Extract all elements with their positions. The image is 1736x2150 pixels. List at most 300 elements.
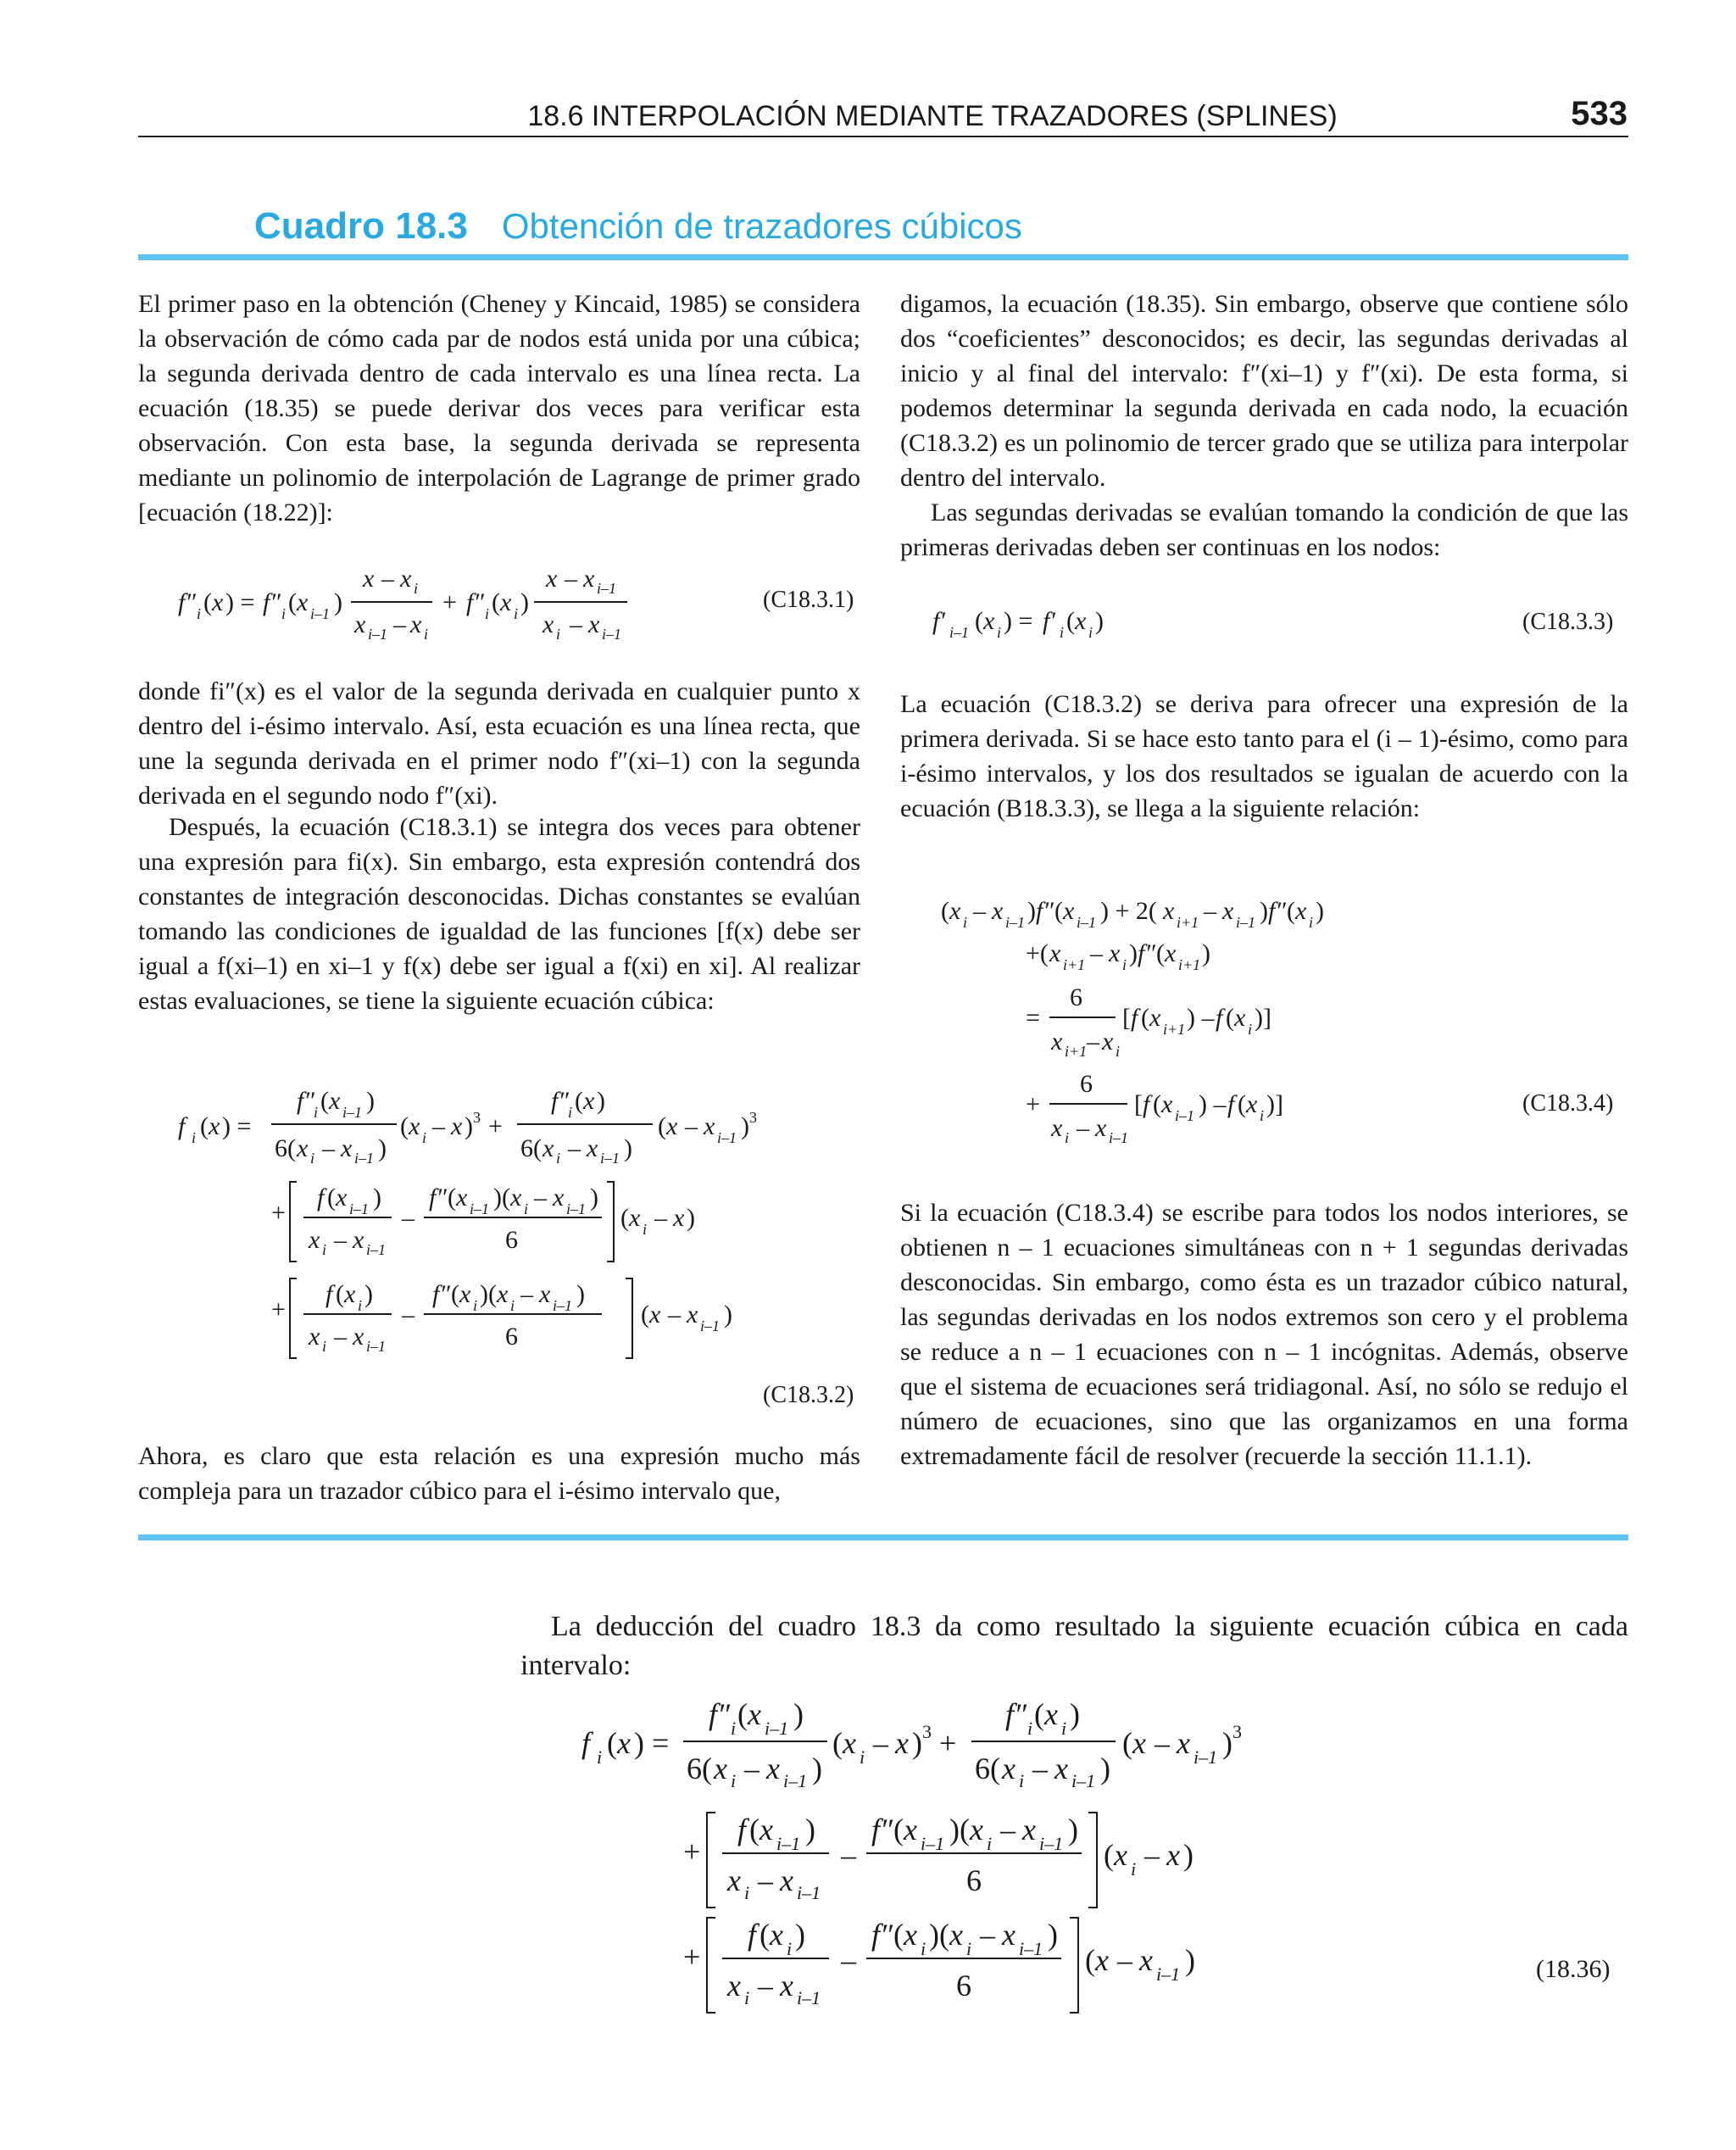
right-paragraph-3: La ecuación (C18.3.2) se deriva para ofrecer una expresión de la primera derivada. Si se hace esto tanto para el (i – 1)-ésimo, como para i-ésimo intervalos, y los dos resultados se igualan de acuerdo con la ecuación (B18.3.3), se llega a la siguiente relación: xyxy=(900,690,1628,822)
svg-text:i: i xyxy=(987,1833,993,1854)
svg-text:(: ( xyxy=(760,1918,770,1952)
svg-text:–: – xyxy=(322,1134,335,1162)
equation-number-18-36: (18.36) xyxy=(1536,1955,1611,1983)
svg-text:): ) xyxy=(465,1112,473,1140)
svg-text:i: i xyxy=(322,1241,327,1258)
svg-text:(: ( xyxy=(400,1112,409,1140)
svg-text:x: x xyxy=(1139,1943,1153,1977)
svg-text:–: – xyxy=(758,1969,773,2002)
svg-text:–: – xyxy=(873,1726,888,1760)
svg-text:i–1: i–1 xyxy=(342,1104,363,1121)
svg-text:+: + xyxy=(271,1295,286,1323)
svg-text:–: – xyxy=(1000,1813,1015,1846)
svg-text:i: i xyxy=(1027,1718,1033,1739)
svg-text:i: i xyxy=(1060,624,1065,641)
svg-text:)]: )] xyxy=(1266,1090,1283,1118)
svg-text:x: x xyxy=(353,1323,364,1351)
svg-text:(: ( xyxy=(327,1184,336,1211)
svg-text:i–1: i–1 xyxy=(349,1200,370,1217)
svg-text:–: – xyxy=(1032,1752,1048,1785)
svg-text:f″: f″ xyxy=(871,1813,893,1846)
svg-text:i–1: i–1 xyxy=(1077,914,1097,931)
svg-text:): ) xyxy=(724,1301,732,1328)
equation-18-36 xyxy=(581,1696,1285,2018)
svg-text:x: x xyxy=(297,588,309,616)
svg-text:i: i xyxy=(473,1297,478,1314)
left-paragraph-3: Después, la ecuación (C18.3.1) se integra dos veces para obtener una expresión para fi(x). Sin embargo, esta expresión contendrá dos constantes de integración desconocidas. Dichas constantes se evalúan tomando las condiciones de igualdad de las funciones [f(x) debe ser igual a f(xi–1) en xi–1 y f(x) debe ser igual a f(xi) en xi]. Al realizar estas evaluaciones, se tiene la siguiente ecuación cúbica: xyxy=(138,813,860,1015)
svg-text:i: i xyxy=(514,605,519,622)
svg-text:)(: )( xyxy=(493,1184,510,1211)
svg-text:f″: f″ xyxy=(871,1918,893,1952)
svg-text:) + 2(: ) + 2( xyxy=(1100,897,1157,925)
header-rule xyxy=(138,136,1628,137)
svg-text:i: i xyxy=(510,1297,515,1314)
left-paragraph-2: donde fi″(x) es el valor de la segunda derivada en cualquier punto x dentro del i-ésimo intervalo. Así, esta ecuación es una línea recta, que une la segunda derivada en el primer nodo f″(xi–1) con la segunda derivada en el segundo nodo f″(xi). xyxy=(138,677,860,810)
svg-text:6: 6 xyxy=(505,1226,518,1254)
svg-text:x: x xyxy=(1051,1114,1063,1142)
svg-text:i–1: i–1 xyxy=(717,1129,737,1146)
svg-text:): ) xyxy=(1068,1813,1078,1846)
svg-text:x: x xyxy=(297,1134,309,1162)
svg-text:): ) xyxy=(1183,1838,1194,1872)
svg-text:f″: f″ xyxy=(466,588,484,616)
right-paragraph-1: digamos, la ecuación (18.35). Sin embargo, observe que contiene sólo dos “coeficientes” desconocidos; es decir, las segundas derivadas al inicio y al final del intervalo: f″(xi–1) y f″(xi). De esta forma, si podemos determinar la segunda derivada en cada nodo, la ecuación (C18.3.2) es un polinomio de tercer grado que se utiliza para interpolar dentro del intervalo. xyxy=(900,290,1628,492)
svg-text:) =: ) = xyxy=(222,1112,252,1140)
svg-text:+: + xyxy=(488,1112,503,1140)
svg-text:x: x xyxy=(1295,897,1307,925)
svg-text:+: + xyxy=(442,588,457,616)
svg-text:(: ( xyxy=(641,1301,649,1328)
svg-text:) –: ) – xyxy=(1199,1090,1227,1118)
svg-text:(: ( xyxy=(1141,1004,1149,1032)
svg-text:): ) xyxy=(812,1752,822,1785)
svg-text:x: x xyxy=(459,1280,471,1308)
svg-text:x: x xyxy=(1234,1004,1246,1032)
svg-text:i–1: i–1 xyxy=(368,626,388,643)
svg-text:x: x xyxy=(780,1863,793,1897)
after-box-paragraph: La deducción del cuadro 18.3 da como resultado la siguiente ecuación cúbica en cada intervalo: xyxy=(520,1611,1628,1681)
svg-text:x: x xyxy=(1109,939,1121,967)
svg-text:x: x xyxy=(666,1112,678,1140)
svg-text:–: – xyxy=(534,1184,547,1211)
svg-text:(: ( xyxy=(1034,1697,1044,1731)
svg-text:x: x xyxy=(904,1813,917,1846)
svg-text:–: – xyxy=(841,1943,856,1977)
svg-text:): ) xyxy=(687,1204,695,1232)
svg-text:f″: f″ xyxy=(432,1280,450,1308)
svg-text:6(: 6( xyxy=(275,1134,296,1162)
svg-text:–: – xyxy=(1090,939,1103,967)
box-label: Cuadro 18.3 xyxy=(254,205,468,247)
svg-text:x: x xyxy=(309,1323,320,1351)
svg-text:[: [ xyxy=(1122,1004,1131,1032)
svg-text:i–1: i–1 xyxy=(949,624,970,641)
svg-text:(: ( xyxy=(200,1112,209,1140)
svg-text:x: x xyxy=(553,1184,565,1211)
svg-text:6: 6 xyxy=(1080,1070,1093,1098)
svg-text:i: i xyxy=(358,1297,363,1314)
svg-text:i: i xyxy=(192,1129,197,1146)
svg-text:): ) xyxy=(1129,939,1138,967)
svg-text:x: x xyxy=(949,1918,963,1952)
svg-text:x: x xyxy=(1095,1943,1109,1977)
box-bottom-rule xyxy=(138,1535,1628,1540)
svg-text:)(: )( xyxy=(949,1813,970,1846)
svg-text:f″: f″ xyxy=(1005,1697,1027,1731)
svg-text:(: ( xyxy=(1054,897,1063,925)
svg-text:(: ( xyxy=(575,1087,583,1115)
svg-text:f″: f″ xyxy=(709,1697,730,1731)
svg-text:6(: 6( xyxy=(520,1134,542,1162)
svg-text:(: ( xyxy=(288,588,297,616)
svg-text:(: ( xyxy=(1153,1090,1161,1118)
svg-text:–: – xyxy=(334,1226,347,1254)
svg-text:f: f xyxy=(737,1813,747,1846)
svg-text:+: + xyxy=(683,1835,701,1869)
svg-text:): ) xyxy=(373,1184,381,1211)
svg-text:x: x xyxy=(1095,1114,1107,1142)
svg-text:f: f xyxy=(1227,1090,1235,1118)
svg-text:x: x xyxy=(542,610,554,638)
svg-text:(: ( xyxy=(975,607,983,635)
svg-text:): ) xyxy=(1185,1943,1195,1977)
svg-text:x: x xyxy=(1051,1028,1063,1056)
svg-text:x: x xyxy=(1132,1726,1146,1760)
svg-text:) –: ) – xyxy=(1187,1004,1215,1032)
svg-text:x: x xyxy=(209,1112,220,1140)
svg-text:+: + xyxy=(683,1940,701,1974)
svg-text:)(: )( xyxy=(480,1280,497,1308)
svg-text:i: i xyxy=(310,1150,315,1167)
page-number: 533 xyxy=(1571,95,1628,132)
svg-text:x: x xyxy=(1002,1918,1015,1952)
svg-text:)]: )] xyxy=(1255,1004,1271,1032)
svg-text:): ) xyxy=(334,588,342,616)
svg-text:i: i xyxy=(281,605,287,622)
svg-text:x: x xyxy=(1166,1838,1180,1872)
equation-c18-3-1 xyxy=(178,565,653,644)
svg-text:f: f xyxy=(1216,1004,1223,1032)
svg-text:i–1: i–1 xyxy=(1194,1746,1218,1768)
svg-text:–: – xyxy=(520,1280,533,1308)
svg-text:x: x xyxy=(949,897,961,925)
svg-text:i: i xyxy=(597,1746,603,1768)
box-top-rule xyxy=(138,254,1628,260)
svg-text:i–1: i–1 xyxy=(310,605,331,622)
svg-text:x: x xyxy=(748,1697,761,1731)
svg-text:i: i xyxy=(197,605,202,622)
svg-text:): ) xyxy=(1100,1752,1110,1785)
svg-text:i–1: i–1 xyxy=(797,1882,821,1903)
svg-text:) =: ) = xyxy=(225,588,255,616)
svg-text:i+1: i+1 xyxy=(1178,956,1201,973)
svg-text:x: x xyxy=(354,610,366,638)
svg-text:x: x xyxy=(617,1726,631,1760)
svg-text:): ) xyxy=(1316,897,1324,925)
equation-number-c18-3-2: (C18.3.2) xyxy=(763,1382,854,1408)
svg-text:x: x xyxy=(341,1134,353,1162)
svg-text:x: x xyxy=(1114,1838,1127,1872)
svg-text:i–1: i–1 xyxy=(366,1338,387,1355)
svg-text:): ) xyxy=(576,1280,585,1308)
svg-text:6: 6 xyxy=(966,1863,982,1897)
svg-text:x: x xyxy=(629,1204,641,1232)
svg-text:f″: f″ xyxy=(1138,939,1155,967)
svg-text:f: f xyxy=(317,1184,325,1211)
svg-text:i–1: i–1 xyxy=(700,1317,721,1334)
svg-text:f″: f″ xyxy=(1036,897,1054,925)
svg-text:i: i xyxy=(731,1770,737,1791)
svg-text:i–1: i–1 xyxy=(1071,1770,1096,1791)
svg-text:(: ( xyxy=(451,1280,459,1308)
svg-text:–: – xyxy=(1087,1028,1099,1056)
svg-text:–: – xyxy=(1155,1726,1170,1760)
svg-text:x: x xyxy=(542,1134,554,1162)
svg-text:f: f xyxy=(748,1918,757,1952)
svg-text:x: x xyxy=(583,565,595,593)
svg-text:x: x xyxy=(727,1863,741,1897)
svg-text:): ) xyxy=(912,1726,922,1760)
svg-text:x: x xyxy=(904,1918,917,1952)
svg-text:i–1: i–1 xyxy=(797,1987,821,2008)
svg-text:(: ( xyxy=(893,1813,904,1846)
svg-text:): ) xyxy=(624,1134,632,1162)
svg-text:i: i xyxy=(1116,1043,1121,1060)
svg-text:(: ( xyxy=(448,1184,456,1211)
left-paragraph-4: Ahora, es claro que esta relación es una expresión mucho más compleja para un trazador cúbico para el i-ésimo intervalo que, xyxy=(138,1442,860,1505)
svg-text:–: – xyxy=(1144,1838,1160,1872)
svg-text:(: ( xyxy=(492,588,500,616)
svg-text:x: x xyxy=(895,1726,909,1760)
svg-text:–: – xyxy=(1077,1114,1089,1142)
svg-text:x: x xyxy=(510,1184,522,1211)
box-heading xyxy=(254,205,1022,248)
svg-text:x: x xyxy=(336,1184,348,1211)
svg-text:i: i xyxy=(860,1746,865,1768)
svg-text:i+1: i+1 xyxy=(1063,956,1086,973)
svg-text:): ) xyxy=(1048,1918,1058,1952)
svg-text:): ) xyxy=(364,1280,373,1308)
svg-text:i: i xyxy=(414,580,419,597)
svg-text:i: i xyxy=(1248,1021,1253,1038)
svg-text:–: – xyxy=(381,565,394,593)
svg-text:x: x xyxy=(309,1226,320,1254)
svg-text:–: – xyxy=(568,1134,581,1162)
svg-text:x: x xyxy=(363,565,375,593)
svg-text:i–1: i–1 xyxy=(553,1297,573,1314)
equation-number-c18-3-4: (C18.3.4) xyxy=(1522,1090,1614,1117)
svg-text:3: 3 xyxy=(922,1721,932,1742)
svg-text:f″: f″ xyxy=(429,1184,447,1211)
svg-text:(: ( xyxy=(941,897,949,925)
svg-text:6: 6 xyxy=(505,1323,518,1351)
svg-text:f″: f″ xyxy=(1268,897,1286,925)
svg-text:x: x xyxy=(970,1813,983,1846)
svg-text:i: i xyxy=(787,1938,793,1959)
svg-text:i–1: i–1 xyxy=(783,1770,808,1791)
svg-text:i: i xyxy=(643,1221,648,1238)
svg-text:x: x xyxy=(588,610,600,638)
svg-text:i: i xyxy=(424,626,429,643)
svg-text:i–1: i–1 xyxy=(776,1833,801,1854)
svg-text:6: 6 xyxy=(1070,983,1082,1011)
svg-text:): ) xyxy=(1070,1697,1080,1731)
svg-text:x: x xyxy=(727,1969,741,2002)
svg-text:i: i xyxy=(744,1882,750,1903)
svg-text:x: x xyxy=(770,1918,783,1952)
svg-text:x: x xyxy=(410,610,422,638)
equation-number-c18-3-1: (C18.3.1) xyxy=(763,587,854,613)
svg-text:): ) xyxy=(520,588,529,616)
svg-text:(: ( xyxy=(1287,897,1295,925)
svg-text:i–1: i–1 xyxy=(921,1833,945,1854)
svg-text:x: x xyxy=(546,565,558,593)
svg-text:x: x xyxy=(353,1226,364,1254)
svg-text:i: i xyxy=(1122,956,1127,973)
svg-text:6(: 6( xyxy=(687,1752,712,1785)
svg-text:(: ( xyxy=(1238,1090,1246,1118)
svg-text:): ) xyxy=(795,1918,805,1952)
svg-text:+: + xyxy=(939,1726,957,1760)
svg-text:–: – xyxy=(980,1918,995,1952)
svg-text:x: x xyxy=(583,1087,595,1115)
svg-text:x: x xyxy=(587,1134,598,1162)
svg-text:–: – xyxy=(1204,897,1216,925)
svg-text:): ) xyxy=(597,1087,605,1115)
svg-text:x: x xyxy=(1165,939,1177,967)
svg-text:): ) xyxy=(590,1184,598,1211)
equation-c18-3-4 xyxy=(941,890,1449,1153)
svg-text:x: x xyxy=(1161,1090,1173,1118)
svg-text:–: – xyxy=(685,1112,698,1140)
svg-text:f: f xyxy=(178,1112,186,1140)
svg-text:–: – xyxy=(744,1752,760,1785)
svg-text:(: ( xyxy=(1122,1726,1132,1760)
svg-text:i: i xyxy=(1260,1107,1265,1124)
svg-text:x: x xyxy=(766,1752,780,1785)
svg-text:x: x xyxy=(497,1280,509,1308)
svg-text:x: x xyxy=(704,1112,715,1140)
svg-text:x: x xyxy=(1102,1028,1114,1056)
svg-text:(: ( xyxy=(336,1280,344,1308)
svg-text:x: x xyxy=(1049,939,1061,967)
svg-text:3: 3 xyxy=(749,1109,757,1126)
svg-text:6: 6 xyxy=(956,1969,971,2002)
svg-text:x: x xyxy=(843,1726,856,1760)
svg-text:f″: f″ xyxy=(551,1087,569,1115)
svg-text:x: x xyxy=(1063,897,1075,925)
svg-text:–: – xyxy=(565,565,577,593)
svg-text:i: i xyxy=(963,914,968,931)
svg-text:f: f xyxy=(581,1726,591,1760)
svg-text:x: x xyxy=(760,1813,773,1846)
svg-text:i–1: i–1 xyxy=(1019,1938,1043,1959)
svg-text:f: f xyxy=(1131,1004,1138,1032)
svg-text:): ) xyxy=(1222,1726,1232,1760)
svg-text:x: x xyxy=(1054,1752,1068,1785)
svg-text:(: ( xyxy=(832,1726,843,1760)
svg-text:x: x xyxy=(344,1280,356,1308)
right-paragraph-4: Si la ecuación (C18.3.4) se escribe para todos los nodos interiores, se obtienen n – 1 ecuaciones simultáneas con n + 1 segundas derivadas desconocidas. Sin embargo, como ésta es un trazador cúbico natural, las segundas derivadas en los nodos extremos son cero y el problema se reduce a n – 1 ecuaciones con n – 1 incógnitas. Además, observe que el sistema de ecuaciones será tridiagonal. Así, no sólo se redujo el número de ecuaciones, sino que las organizamos en una forma extremadamente fácil de resolver (recuerde la sección 11.1.1). xyxy=(900,1199,1628,1470)
svg-text:i+1: i+1 xyxy=(1065,1043,1088,1060)
svg-text:x: x xyxy=(992,897,1004,925)
svg-text:(: ( xyxy=(620,1204,629,1232)
svg-text:x: x xyxy=(212,588,224,616)
svg-text:+(: +( xyxy=(1026,939,1049,967)
svg-text:(: ( xyxy=(1085,1943,1095,1977)
svg-text:x: x xyxy=(1149,1004,1161,1032)
svg-text:6(: 6( xyxy=(975,1752,1000,1785)
svg-text:i–1: i–1 xyxy=(1039,1833,1064,1854)
svg-text:): ) xyxy=(1027,897,1036,925)
svg-text:): ) xyxy=(1260,897,1268,925)
svg-text:+: + xyxy=(1026,1090,1040,1118)
svg-text:i: i xyxy=(1061,1718,1067,1739)
svg-text:(: ( xyxy=(1066,607,1075,635)
svg-text:): ) xyxy=(1095,607,1104,635)
svg-text:(: ( xyxy=(1226,1004,1234,1032)
svg-text:i+1: i+1 xyxy=(1163,1021,1186,1038)
svg-text:–: – xyxy=(973,897,986,925)
svg-text:x: x xyxy=(673,1204,685,1232)
svg-text:i: i xyxy=(1019,1770,1025,1791)
svg-text:): ) xyxy=(805,1813,815,1846)
svg-text:x: x xyxy=(400,565,412,593)
svg-text:x: x xyxy=(329,1087,341,1115)
svg-text:x: x xyxy=(687,1301,698,1328)
svg-text:i: i xyxy=(568,1104,573,1121)
equation-number-c18-3-3: (C18.3.3) xyxy=(1522,609,1614,635)
svg-text:–: – xyxy=(570,610,582,638)
svg-text:i: i xyxy=(322,1338,327,1355)
svg-text:(: ( xyxy=(1156,939,1165,967)
equation-c18-3-2 xyxy=(178,1085,788,1365)
svg-text:): ) xyxy=(366,1087,375,1115)
svg-text:–: – xyxy=(334,1323,347,1351)
svg-text:i–1: i–1 xyxy=(602,626,622,643)
svg-text:–: – xyxy=(393,610,406,638)
svg-text:x: x xyxy=(539,1280,551,1308)
svg-text:x: x xyxy=(451,1112,463,1140)
svg-text:): ) xyxy=(793,1697,804,1731)
svg-text:f″: f″ xyxy=(263,588,281,616)
svg-text:(: ( xyxy=(607,1726,617,1760)
svg-text:i: i xyxy=(314,1104,319,1121)
svg-text:i: i xyxy=(1309,914,1314,931)
svg-text:i: i xyxy=(485,605,490,622)
svg-text:i: i xyxy=(744,1987,750,2008)
svg-text:x: x xyxy=(1044,1697,1058,1731)
svg-text:i–1: i–1 xyxy=(600,1150,620,1167)
svg-text:(: ( xyxy=(737,1697,748,1731)
svg-text:x: x xyxy=(456,1184,468,1211)
svg-text:i: i xyxy=(556,1150,561,1167)
svg-text:–: – xyxy=(758,1863,773,1897)
svg-text:x: x xyxy=(500,588,512,616)
svg-text:i: i xyxy=(966,1938,972,1959)
svg-text:i–1: i–1 xyxy=(1109,1129,1129,1146)
svg-text:i: i xyxy=(921,1938,926,1959)
svg-text:i–1: i–1 xyxy=(354,1150,375,1167)
svg-text:–: – xyxy=(1117,1943,1132,1977)
svg-text:–: – xyxy=(668,1301,681,1328)
svg-text:i: i xyxy=(524,1200,529,1217)
svg-text:x: x xyxy=(1246,1090,1258,1118)
svg-text:[: [ xyxy=(1134,1090,1143,1118)
svg-text:x: x xyxy=(1177,1726,1190,1760)
svg-text:f″: f″ xyxy=(178,588,196,616)
svg-text:i: i xyxy=(422,1129,427,1146)
